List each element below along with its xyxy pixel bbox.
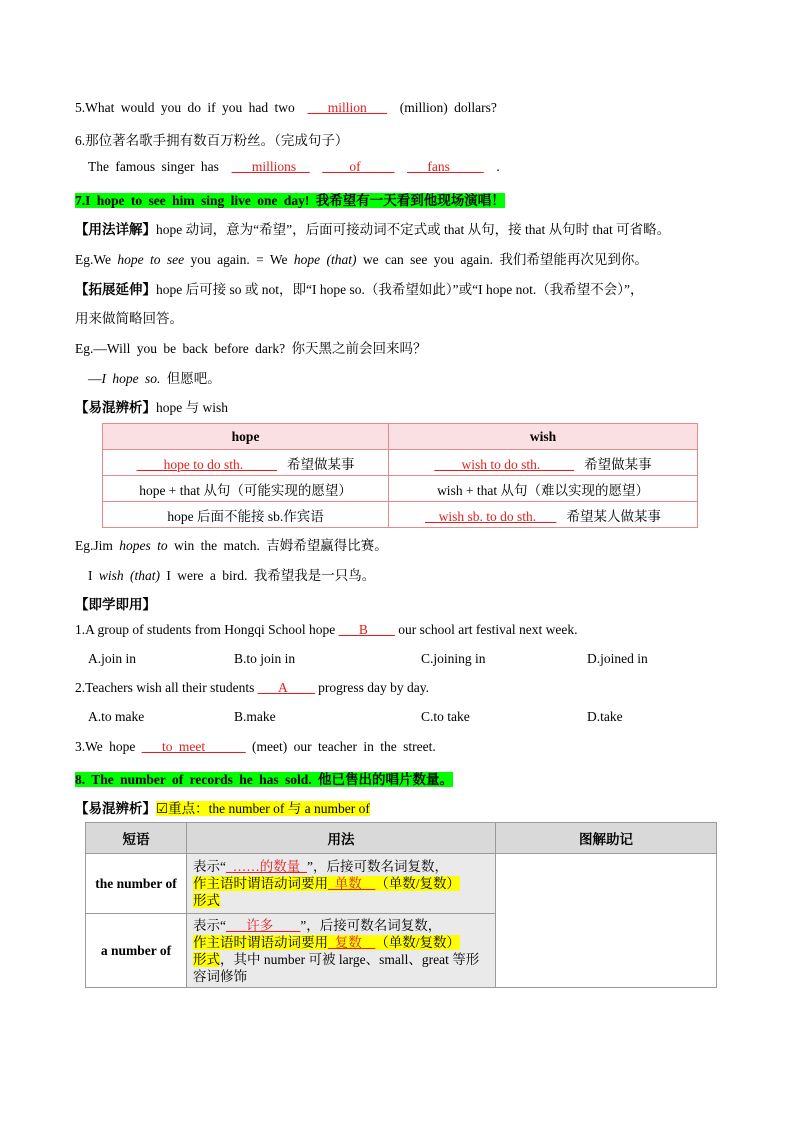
header-phrase: 短语 [86,823,187,854]
section-8-heading: 8. The number of records he has sold. 他已售出的唱片数量。 [75,772,454,787]
extension-line-1: 【拓展延伸】hope 后可接 so 或 not，即“I hope so.（我希望如此）”或“I hope not.（我希望不会）”， [75,282,644,297]
wish-answer-2: __wish sb. to do sth.___ [425,508,557,524]
example-2-question: Eg.—Will you be back before dark? 你天黑之前会回来吗？ [75,341,427,356]
row1-answer-1: _……的数量_ [226,859,307,874]
p1-option-c: C.joining in [421,651,486,666]
row2-answer-2: _复数__ [328,934,376,950]
term-the-number-of: the number of [86,854,187,914]
p2-option-d: D.take [587,709,623,724]
p2-option-a: A.to make [88,709,145,724]
q6-answer-3: ___fans_____ [407,159,484,174]
q6-answer-2: ____of_____ [322,159,395,174]
question-6-sentence [88,159,500,175]
p2-option-b: B.make [234,709,276,724]
header-hope: hope [103,424,389,450]
p1-option-b: B.to join in [234,651,296,666]
table-row: the number of 表示“_……的数量_”，后接可数名词复数， 作主语时谓语动词要用_单数__（单数/复数） 形式 [86,854,717,914]
example-3: Eg.Jim hopes to win the match. 吉姆希望赢得比赛。 [75,538,388,553]
hope-wish-table [102,423,698,528]
practice-tag: 【即学即用】 [75,597,156,612]
hope-answer-1: ____hope to do sth._____ [136,456,277,472]
question-6-prompt: 6.那位著名歌手拥有数百万粉丝。（完成句子） [75,133,349,148]
p2-option-c: C.to take [421,709,470,724]
question-5 [75,100,497,116]
q5-hint: (million) dollars? [399,100,497,115]
p1-option-a: A.join in [88,651,137,666]
usage-detail: 【用法详解】hope 动词，意为“希望”，后面可接动词不定式或 that 从句，接 that 从句时 that 可省略。 [75,222,671,237]
table-header-row [103,424,698,450]
extension-line-2: 用来做简略回答。 [75,311,183,326]
header-diagram: 图解助记 [496,823,717,854]
example-1: Eg.We hope to see you again. = We hope (that) we can see you again. 我们希望能再次见到你。 [75,252,648,267]
p1-option-d: D.joined in [587,651,648,666]
q6-period: . [496,159,500,174]
p3-answer: ___to meet______ [141,739,246,754]
practice-2: 2.Teachers wish all their students ___A____ progress day by day. [75,680,429,695]
check-icon: ☑ [156,801,169,816]
section-7-heading: 7.I hope to see him sing live one day! 我希望有一天看到他现场演唱！ [75,193,505,208]
table-row: ____hope to do sth._____ 希望做某事 ____wish to do sth._____ 希望做某事 [103,450,698,476]
header-wish: wish [389,424,698,450]
practice-3: 3.We hope ___to meet______ (meet) our teacher in the street. [75,739,436,754]
diagram-cell [496,854,717,988]
q6-text: The famous singer has [88,159,219,174]
example-4: I wish (that) I were a bird. 我希望我是一只鸟。 [88,568,376,583]
table-row: hope + that 从句（可能实现的愿望） wish + that 从句（难以实现的愿望） [103,476,698,502]
number-of-table [85,822,717,988]
wish-answer-1: ____wish to do sth._____ [434,456,574,472]
row1-answer-2: _单数__ [328,876,376,891]
header-usage: 用法 [187,823,496,854]
example-2-answer: —I hope so. 但愿吧。 [88,371,221,386]
q5-answer: ___million___ [307,100,387,115]
confuse-number-of: 【易混辨析】☑重点：the number of 与 a number of [75,801,370,816]
table-header-row [86,823,717,854]
term-a-number-of: a number of [86,914,187,988]
row2-answer-1: ___许多____ [226,917,301,933]
q6-answer-1: ___millions__ [231,159,310,174]
p2-answer: ___A____ [257,680,315,695]
table-row: hope 后面不能接 sb.作宾语 __wish sb. to do sth.___ 希望某人做某事 [103,502,698,528]
table-row: a number of 表示“___许多____”，后接可数名词复数， 作主语时谓语动词要用_复数__（单数/复数） 形式，其中 number 可被 large、small、great 等形 容词修饰 [86,914,717,988]
practice-1: 1.A group of students from Hongqi School hope ___B____ our school art festival next week. [75,622,578,637]
p1-answer: ___B____ [338,622,395,637]
confuse-hope-wish: 【易混辨析】hope 与 wish [75,400,228,415]
q5-text: 5.What would you do if you had two [75,100,295,115]
